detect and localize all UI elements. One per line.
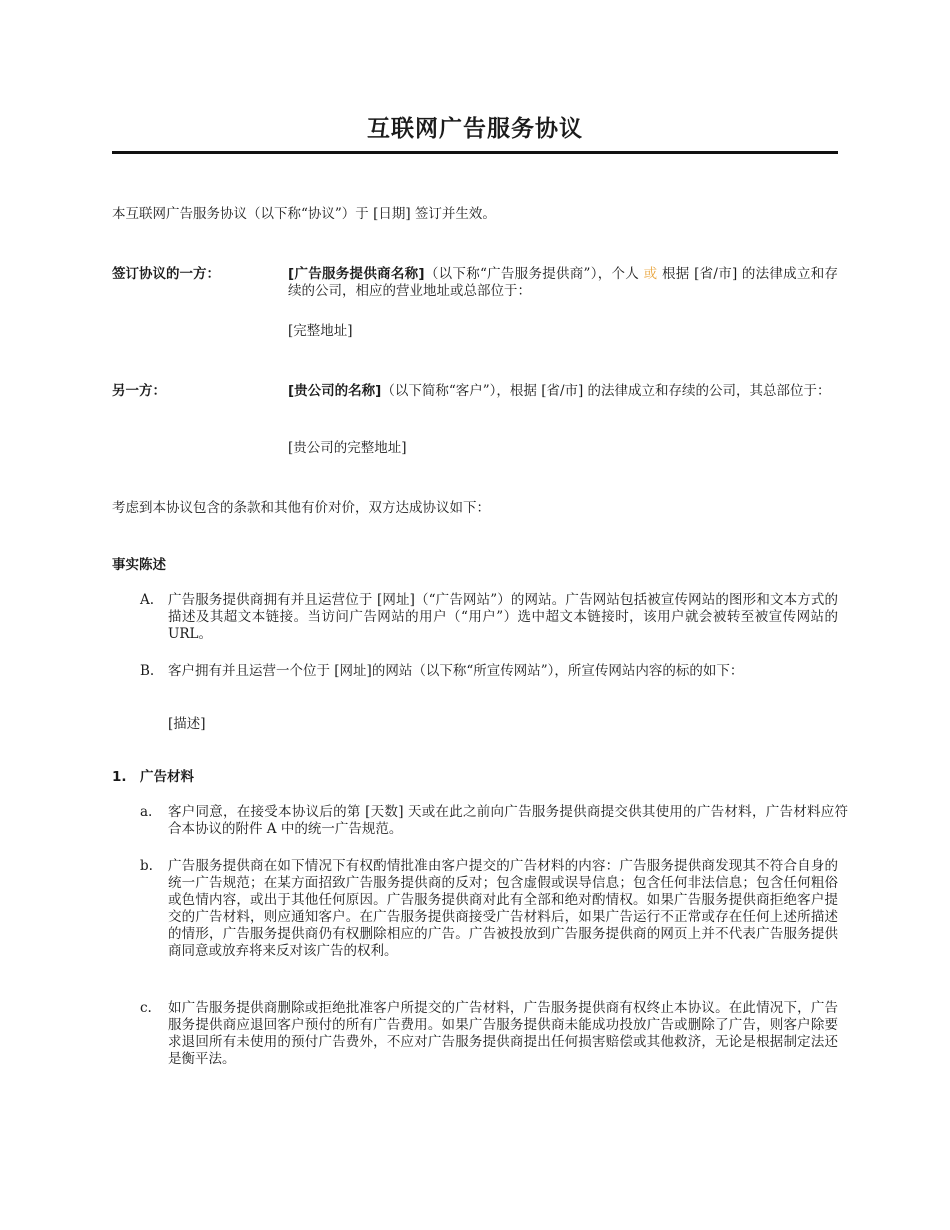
recitals-heading: 事实陈述 — [112, 557, 166, 573]
intro-paragraph: 本互联网广告服务协议（以下称“协议”）于 [日期] 签订并生效。 — [112, 206, 496, 222]
section1-heading: 广告材料 — [140, 769, 194, 785]
section1-marker-b: b. — [140, 858, 153, 874]
party1-text-a: （以下称“广告服务提供商”），个人 — [424, 266, 644, 282]
party1-address: [完整地址] — [288, 323, 353, 339]
consideration-paragraph: 考虑到本协议包含的条款和其他有价对价，双方达成协议如下： — [112, 500, 490, 516]
recital-b-description: [描述] — [168, 716, 206, 732]
party2-name: [贵公司的名称] — [288, 383, 382, 399]
party1-text-b: 根据 [省/市] 的法律成立和存续的公司，相应的营业地址或总部位于： — [288, 266, 839, 299]
party2-description — [288, 383, 838, 400]
party2-text: （以下简称“客户”），根据 [省/市] 的法律成立和存续的公司，其总部位于： — [381, 383, 831, 399]
recital-marker-a: A. — [140, 592, 155, 608]
section1-number: 1. — [112, 769, 127, 785]
recital-a-text: 广告服务提供商拥有并且运营位于 [网址]（“广告网站”）的网站。广告网站包括被宣传网站的图形和文本方式的描述及其超文本链接。当访问广告网站的用户（“用户”）选中超文本链接时，该用户就会被转至被宣传网站的 URL。 — [168, 592, 838, 642]
party1-label: 签订协议的一方： — [112, 266, 220, 282]
section1-marker-a: a. — [140, 804, 153, 820]
recital-b-text: 客户拥有并且运营一个位于 [网址]的网站（以下称“所宣传网站”），所宣传网站内容的标的如下： — [168, 663, 744, 679]
section1-item-b-text: 广告服务提供商在如下情况下有权酌情批准由客户提交的广告材料的内容：广告服务提供商发现其不符合自身的统一广告规范；在某方面招致广告服务提供商的反对；包含虚假或误导信息；包含任何非法信息；包含任何粗俗或色情内容，或出于其他任何原因。广告服务提供商对此有全部和绝对酌情权。如果广告服务提供商拒绝客户提交的广告材料，则应通知客户。在广告服务提供商接受广告材料后，如果广告运行不正常或存在任何上述所描述的情形，广告服务提供商仍有权删除相应的广告。广告被投放到广告服务提供商的网页上并不代表广告服务提供商同意或放弃将来反对该广告的权利。 — [168, 858, 838, 959]
section1-item-c-text: 如广告服务提供商删除或拒绝批准客户所提交的广告材料，广告服务提供商有权终止本协议。在此情况下，广告服务提供商应退回客户预付的所有广告费用。如果广告服务提供商未能成功投放广告或删除了广告，则客户除要求退回所有未使用的预付广告费外，不应对广告服务提供商提出任何损害赔偿或其他救济，无论是根据制定法还是衡平法。 — [168, 1000, 838, 1067]
recital-marker-b: B. — [140, 663, 155, 679]
title-rule — [112, 151, 838, 154]
party2-address: [贵公司的完整地址] — [288, 440, 407, 456]
section1-item-a-text: 客户同意，在接受本协议后的第 [天数] 天或在此之前向广告服务提供商提交供其使用的广告材料，广告材料应符合本协议的附件 A 中的统一广告规范。 — [168, 804, 848, 837]
document-title: 互联网广告服务协议 — [367, 116, 583, 142]
party1-or: 或 — [643, 266, 658, 282]
party2-label: 另一方： — [112, 383, 166, 399]
party1-description — [288, 266, 838, 300]
party1-name: [广告服务提供商名称] — [288, 266, 425, 282]
section1-marker-c: c. — [140, 1000, 152, 1016]
